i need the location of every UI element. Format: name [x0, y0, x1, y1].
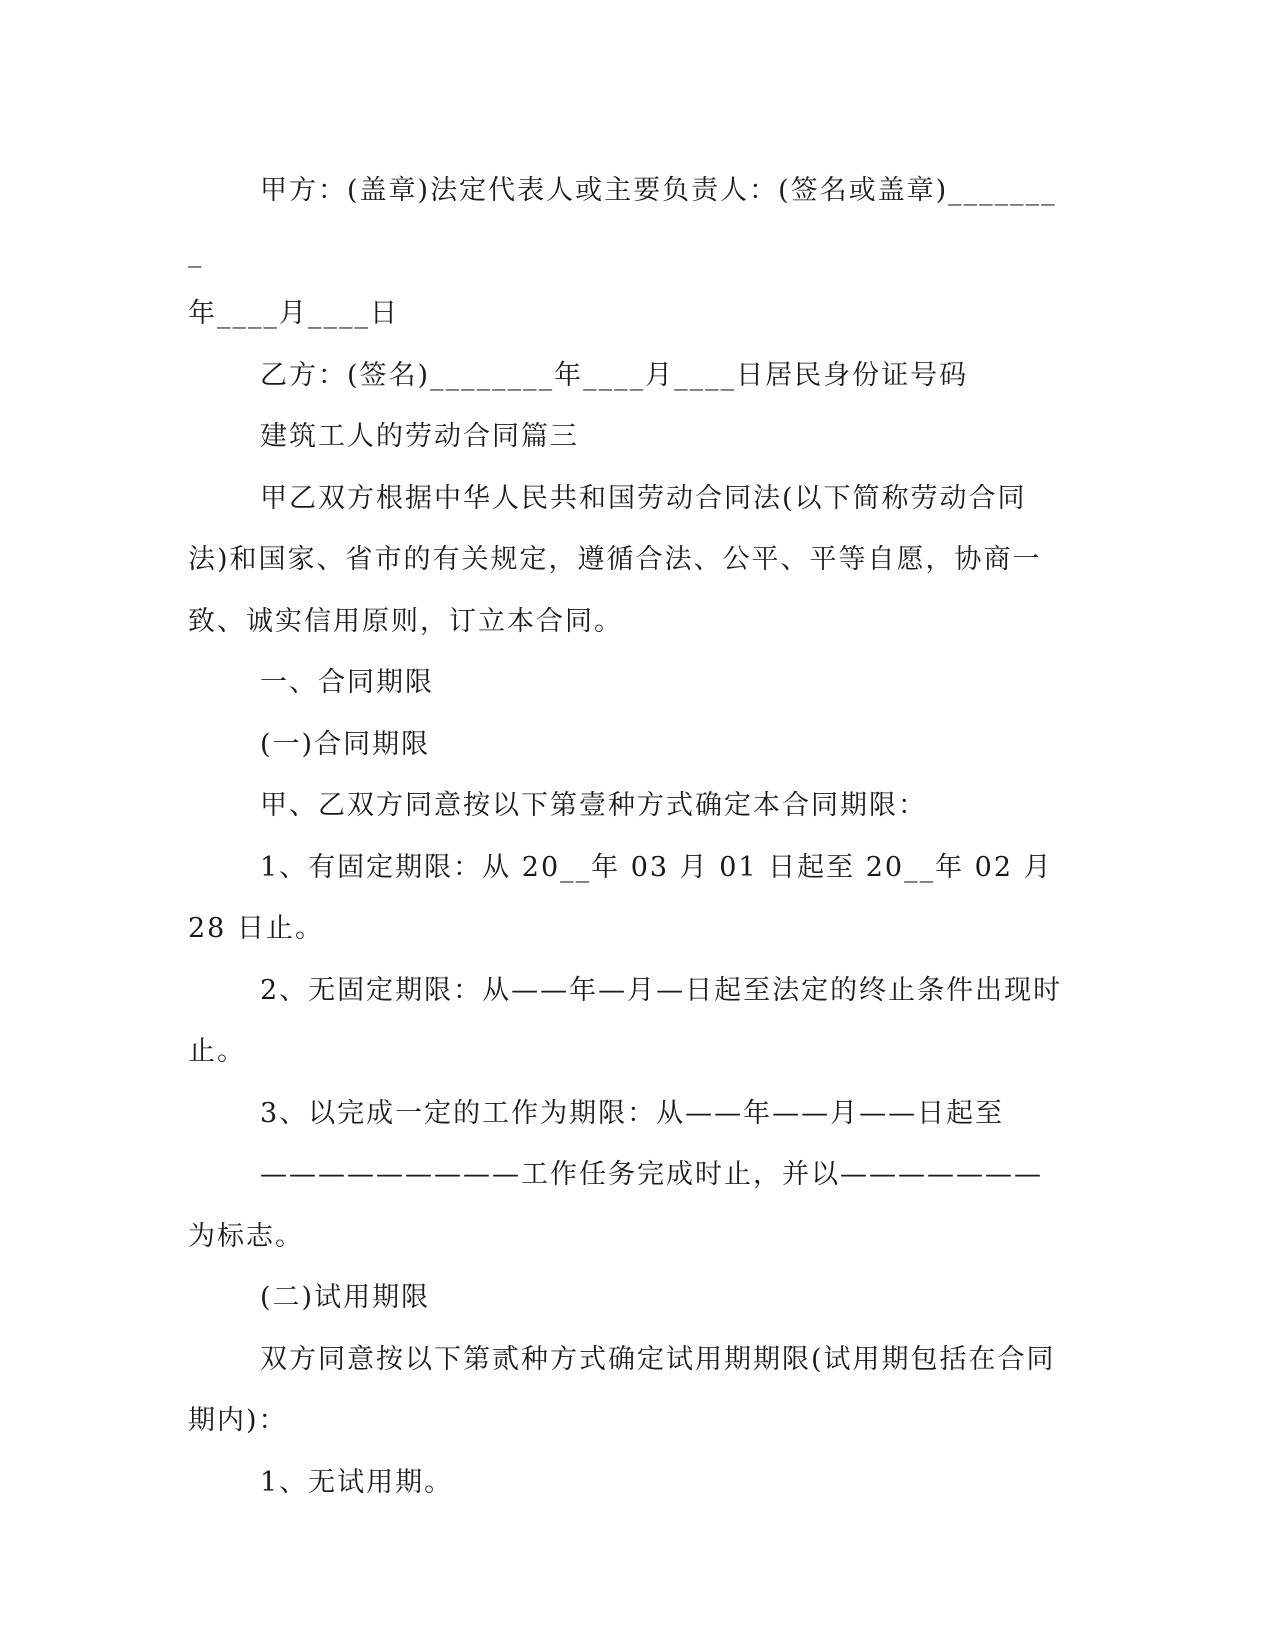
party-a-date-line: 年____月____日	[188, 298, 399, 329]
party-a-signature-line: 甲方：(盖章)法定代表人或主要负责人：(签名或盖章)________	[188, 175, 1057, 268]
preamble-paragraph: 甲乙双方根据中华人民共和国劳动合同法(以下简称劳动合同法)和国家、省市的有关规定，遵循合法、公平、平等自愿，协商一致、诚实信用原则，订立本合同。	[188, 482, 1042, 637]
subheading-probation-term: (二)试用期限	[260, 1282, 431, 1313]
term-method-paragraph: 甲、乙双方同意按以下第壹种方式确定本合同期限：	[260, 790, 927, 821]
party-b-signature-line: 乙方：(签名)________年____月____日居民身份证号码	[260, 359, 969, 391]
term-option-task-based-continued: —————————工作任务完成时止，并以———————为标志。	[188, 1159, 1043, 1252]
probation-method-paragraph: 双方同意按以下第贰种方式确定试用期期限(试用期包括在合同期内)：	[188, 1343, 1056, 1436]
probation-option-none: 1、无试用期。	[260, 1466, 454, 1498]
subheading-contract-term: (一)合同期限	[260, 728, 431, 760]
section-title: 建筑工人的劳动合同篇三	[260, 421, 579, 452]
term-option-fixed: 1、有固定期限：从 20__年 03 月 01 日起至 20__年 02 月 28 日止。	[188, 851, 1053, 944]
document-body	[188, 160, 1068, 1513]
term-option-task-based: 3、以完成一定的工作为期限：从——年——月——日起至	[260, 1097, 1005, 1129]
term-option-open-ended: 2、无固定期限：从——年—月—日起至法定的终止条件出现时止。	[188, 974, 1063, 1067]
heading-contract-term: 一、合同期限	[260, 667, 434, 698]
